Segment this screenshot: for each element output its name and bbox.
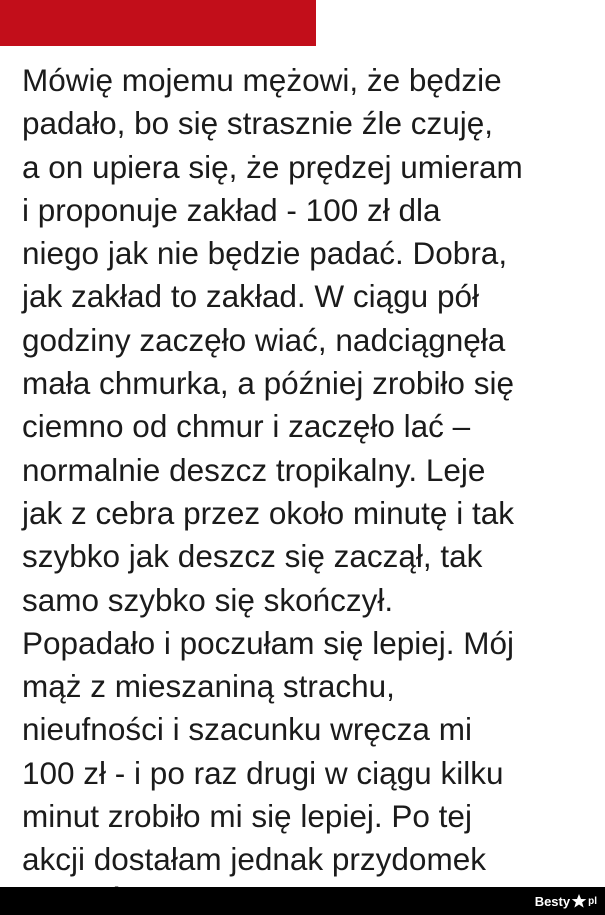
star-icon bbox=[571, 893, 587, 909]
story-line: szybko jak deszcz się zaczął, tak bbox=[22, 538, 483, 575]
story-text bbox=[22, 59, 600, 915]
story-line: normalnie deszcz tropikalny. Leje bbox=[22, 451, 486, 488]
story-line: ciemno od chmur i zaczęło lać – bbox=[22, 408, 471, 445]
story-line: niego jak nie będzie padać. Dobra, bbox=[22, 235, 508, 272]
watermark-suffix: pl bbox=[588, 895, 597, 907]
story-line: mała chmurka, a później zrobiło się bbox=[22, 365, 514, 402]
story-line: mąż z mieszaniną strachu, bbox=[22, 668, 395, 705]
story-line: Popadało i poczułam się lepiej. Mój bbox=[22, 624, 515, 661]
besty-watermark bbox=[535, 890, 597, 912]
story-line: Mówię mojemu mężowi, że będzie bbox=[22, 62, 502, 98]
story-line: jak z cebra przez około minutę i tak bbox=[22, 494, 514, 531]
story-line: nieufności i szacunku wręcza mi bbox=[22, 711, 472, 748]
story-line: samo szybko się skończył. bbox=[22, 581, 394, 618]
story-line: i proponuje zakład - 100 zł dla bbox=[22, 191, 441, 228]
red-header-bar bbox=[0, 0, 316, 46]
footer-bar bbox=[0, 887, 605, 915]
story-line: padało, bo się strasznie źle czuję, bbox=[22, 105, 494, 142]
story-line: godziny zaczęło wiać, nadciągnęła bbox=[22, 321, 506, 358]
story-line: 100 zł - i po raz drugi w ciągu kilku bbox=[22, 754, 504, 791]
watermark-text: Besty bbox=[534, 893, 571, 909]
story-line: jak zakład to zakład. W ciągu pół bbox=[22, 278, 479, 315]
story-line: a on upiera się, że prędzej umieram bbox=[22, 148, 523, 185]
story-line: akcji dostałam jednak przydomek bbox=[22, 841, 486, 878]
story-line: minut zrobiło mi się lepiej. Po tej bbox=[22, 798, 472, 835]
